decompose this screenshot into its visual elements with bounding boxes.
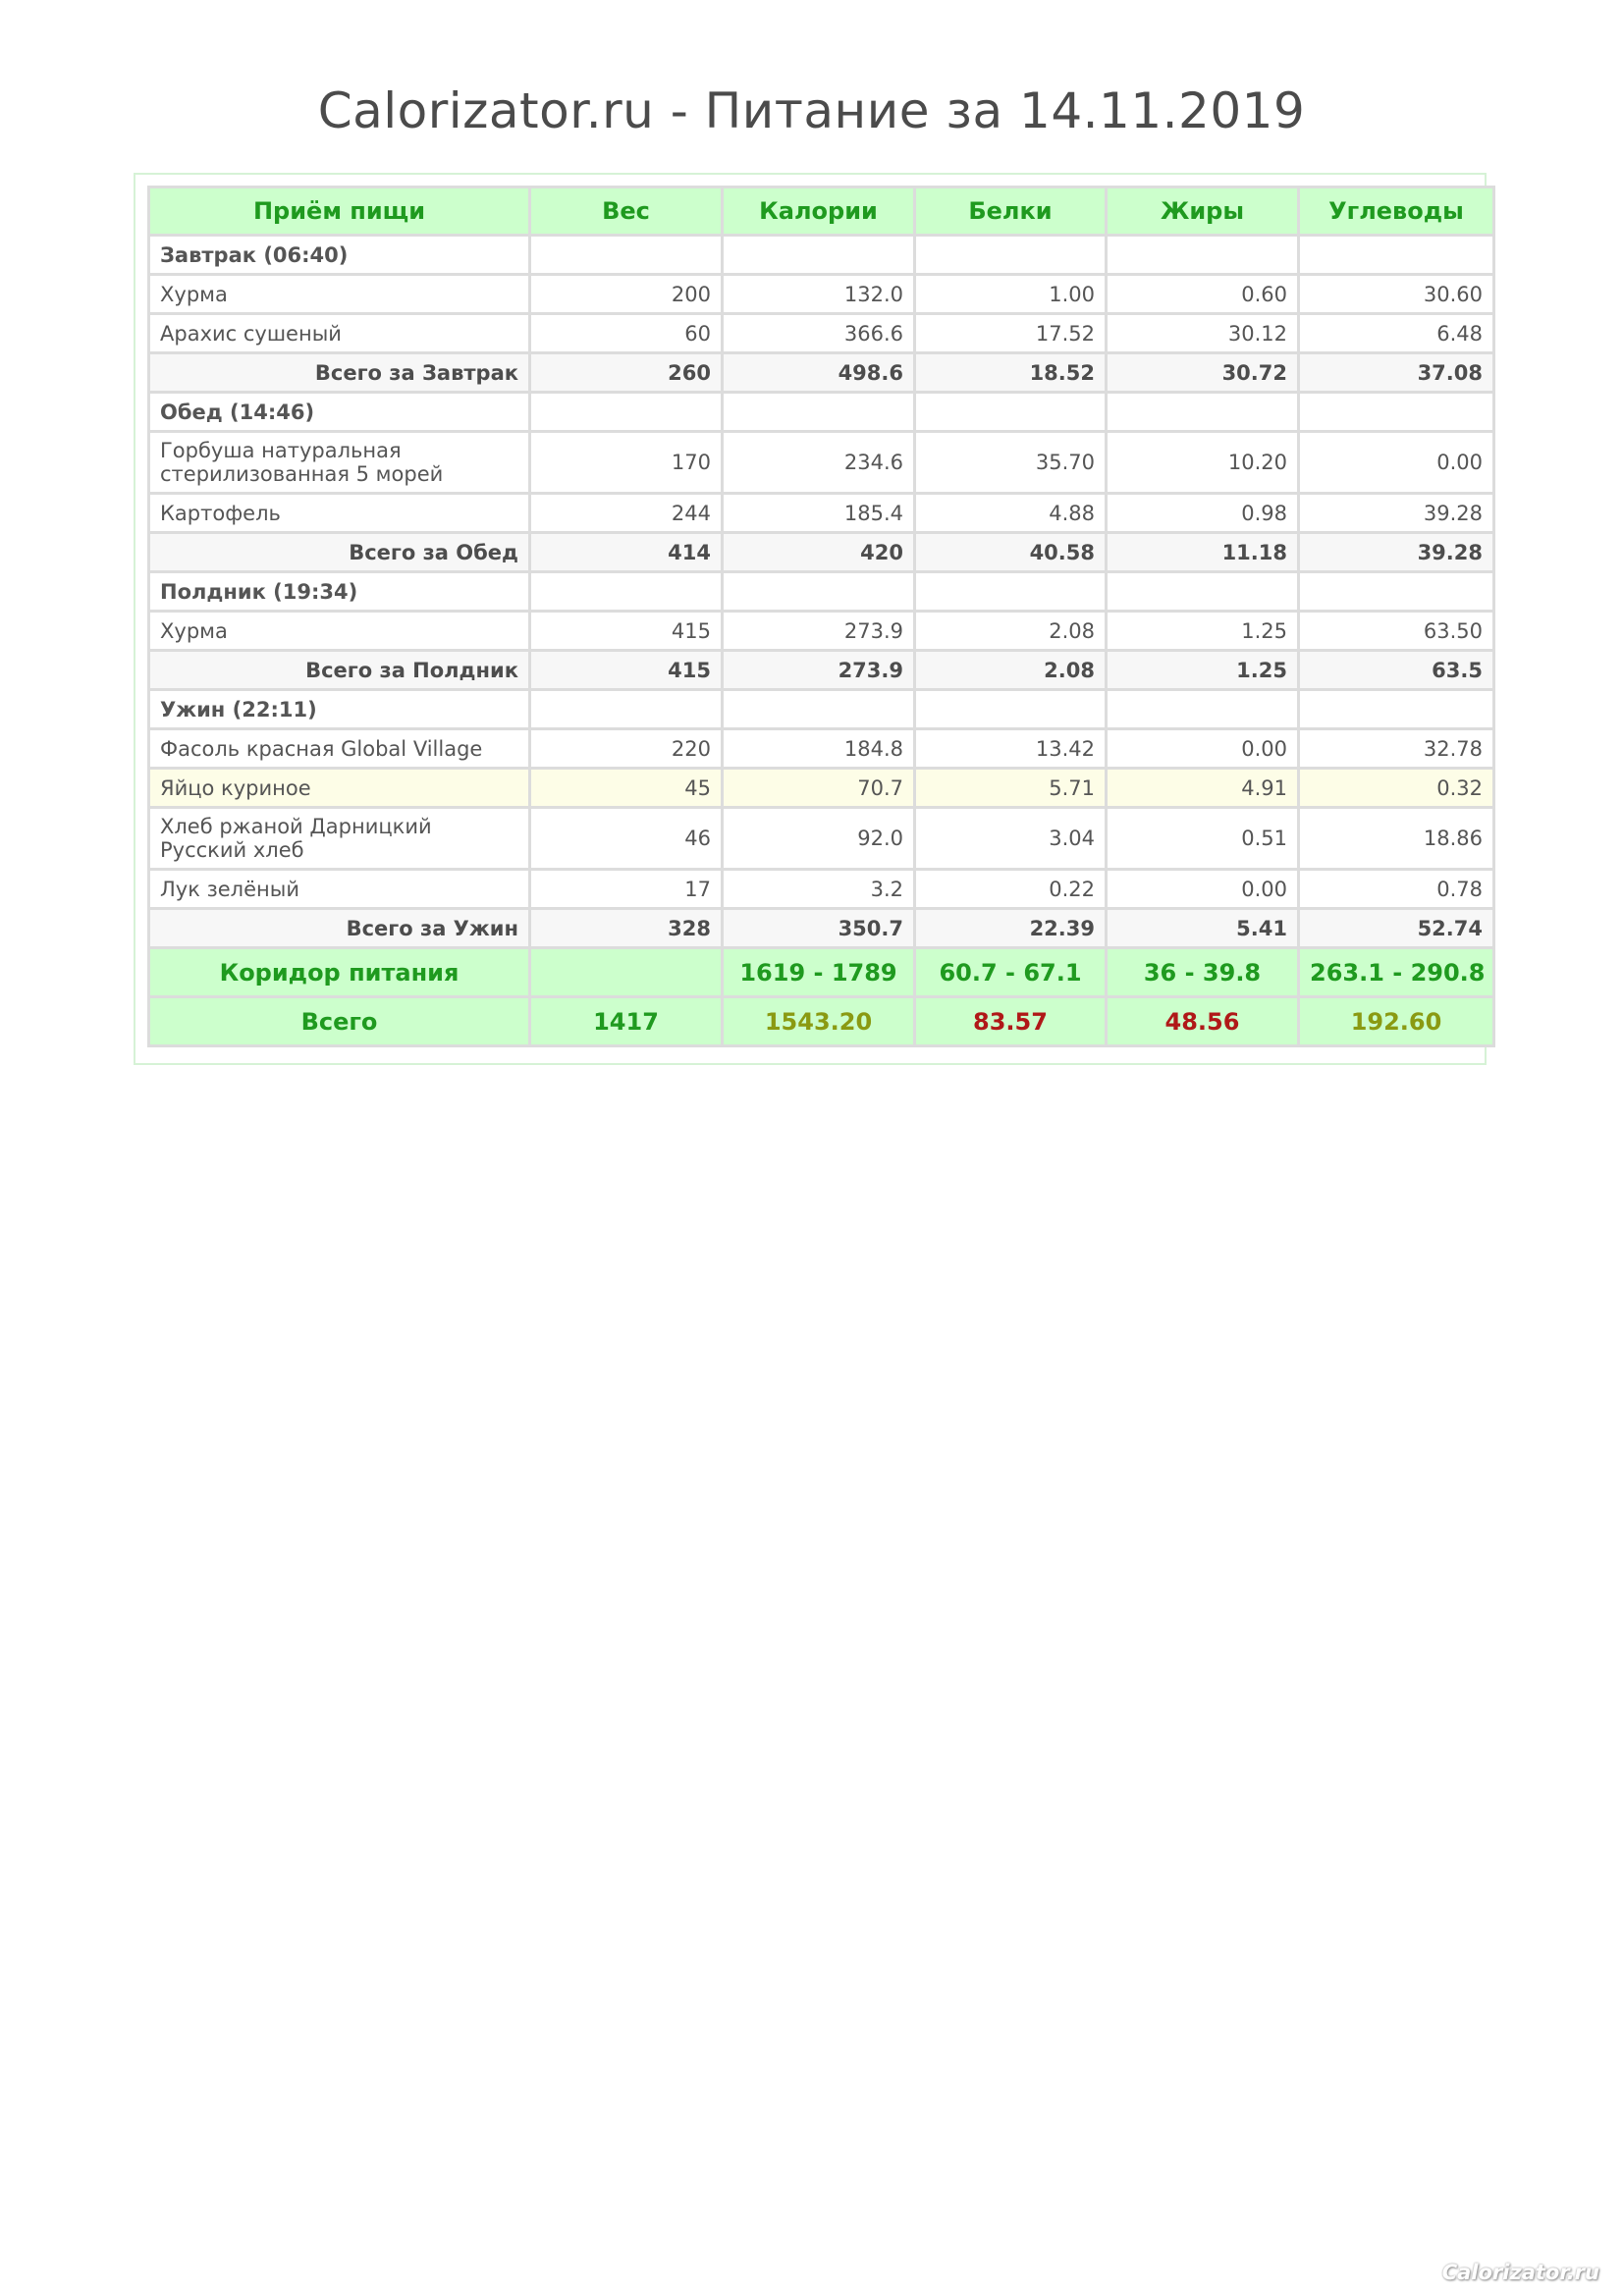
header-fat: Жиры	[1107, 187, 1299, 236]
subtotal-protein: 40.58	[915, 533, 1107, 572]
food-name: Хлеб ржаной Дарницкий Русский хлеб	[149, 808, 530, 870]
food-fat: 30.12	[1107, 314, 1299, 353]
meal-label: Обед (14:46)	[149, 393, 530, 432]
food-calories: 273.9	[723, 612, 915, 651]
food-carbs: 63.50	[1299, 612, 1494, 651]
table-row	[149, 275, 1494, 314]
grand-total-label: Всего	[149, 997, 530, 1046]
food-name: Горбуша натуральная стерилизованная 5 морей	[149, 432, 530, 494]
food-fat: 4.91	[1107, 769, 1299, 808]
subtotal-fat: 11.18	[1107, 533, 1299, 572]
table-row	[149, 432, 1494, 494]
food-weight: 17	[530, 870, 723, 909]
diary-table-frame	[134, 173, 1487, 1065]
food-name: Яйцо куриное	[149, 769, 530, 808]
nutrition-table	[147, 186, 1495, 1047]
food-weight: 244	[530, 494, 723, 533]
food-protein: 1.00	[915, 275, 1107, 314]
subtotal-row-lunch	[149, 533, 1494, 572]
food-carbs: 0.32	[1299, 769, 1494, 808]
subtotal-calories: 498.6	[723, 353, 915, 393]
header-weight: Вес	[530, 187, 723, 236]
food-calories: 234.6	[723, 432, 915, 494]
table-header-row	[149, 187, 1494, 236]
food-carbs: 0.00	[1299, 432, 1494, 494]
food-protein: 2.08	[915, 612, 1107, 651]
grand-total-row	[149, 997, 1494, 1046]
table-row	[149, 612, 1494, 651]
subtotal-weight: 260	[530, 353, 723, 393]
food-weight: 200	[530, 275, 723, 314]
food-weight: 60	[530, 314, 723, 353]
food-carbs: 18.86	[1299, 808, 1494, 870]
subtotal-protein: 18.52	[915, 353, 1107, 393]
food-calories: 184.8	[723, 729, 915, 769]
meal-row-snack	[149, 572, 1494, 612]
food-fat: 1.25	[1107, 612, 1299, 651]
corridor-fat: 36 - 39.8	[1107, 948, 1299, 997]
table-row	[149, 769, 1494, 808]
header-carbs: Углеводы	[1299, 187, 1494, 236]
subtotal-fat: 5.41	[1107, 909, 1299, 948]
table-row	[149, 314, 1494, 353]
food-protein: 35.70	[915, 432, 1107, 494]
subtotal-calories: 273.9	[723, 651, 915, 690]
food-carbs: 30.60	[1299, 275, 1494, 314]
food-fat: 0.60	[1107, 275, 1299, 314]
subtotal-carbs: 37.08	[1299, 353, 1494, 393]
meal-label: Ужин (22:11)	[149, 690, 530, 729]
food-protein: 4.88	[915, 494, 1107, 533]
food-calories: 70.7	[723, 769, 915, 808]
corridor-row	[149, 948, 1494, 997]
meal-row-lunch	[149, 393, 1494, 432]
subtotal-fat: 30.72	[1107, 353, 1299, 393]
table-row	[149, 494, 1494, 533]
subtotal-carbs: 39.28	[1299, 533, 1494, 572]
meal-label: Завтрак (06:40)	[149, 236, 530, 275]
food-carbs: 6.48	[1299, 314, 1494, 353]
subtotal-weight: 415	[530, 651, 723, 690]
food-fat: 0.00	[1107, 870, 1299, 909]
subtotal-carbs: 63.5	[1299, 651, 1494, 690]
grand-total-protein: 83.57	[915, 997, 1107, 1046]
food-calories: 132.0	[723, 275, 915, 314]
header-protein: Белки	[915, 187, 1107, 236]
food-calories: 185.4	[723, 494, 915, 533]
grand-total-carbs: 192.60	[1299, 997, 1494, 1046]
subtotal-label: Всего за Полдник	[149, 651, 530, 690]
subtotal-label: Всего за Обед	[149, 533, 530, 572]
food-name: Хурма	[149, 612, 530, 651]
food-protein: 13.42	[915, 729, 1107, 769]
subtotal-row-snack	[149, 651, 1494, 690]
site-watermark: Calorizator.ru	[1441, 2261, 1599, 2284]
food-weight: 220	[530, 729, 723, 769]
subtotal-label: Всего за Завтрак	[149, 353, 530, 393]
subtotal-calories: 350.7	[723, 909, 915, 948]
subtotal-protein: 22.39	[915, 909, 1107, 948]
header-meal: Приём пищи	[149, 187, 530, 236]
grand-total-weight: 1417	[530, 997, 723, 1046]
header-calories: Калории	[723, 187, 915, 236]
meal-label: Полдник (19:34)	[149, 572, 530, 612]
page-title: Calorizator.ru - Питание за 14.11.2019	[317, 82, 1306, 139]
food-calories: 92.0	[723, 808, 915, 870]
corridor-label: Коридор питания	[149, 948, 530, 997]
corridor-calories: 1619 - 1789	[723, 948, 915, 997]
meal-row-dinner	[149, 690, 1494, 729]
food-calories: 366.6	[723, 314, 915, 353]
corridor-weight	[530, 948, 723, 997]
food-name: Фасоль красная Global Village	[149, 729, 530, 769]
subtotal-calories: 420	[723, 533, 915, 572]
food-name: Картофель	[149, 494, 530, 533]
subtotal-label: Всего за Ужин	[149, 909, 530, 948]
subtotal-protein: 2.08	[915, 651, 1107, 690]
food-weight: 170	[530, 432, 723, 494]
corridor-protein: 60.7 - 67.1	[915, 948, 1107, 997]
food-name: Арахис сушеный	[149, 314, 530, 353]
food-weight: 45	[530, 769, 723, 808]
food-fat: 0.00	[1107, 729, 1299, 769]
food-carbs: 32.78	[1299, 729, 1494, 769]
grand-total-calories: 1543.20	[723, 997, 915, 1046]
table-row	[149, 729, 1494, 769]
food-protein: 3.04	[915, 808, 1107, 870]
food-fat: 10.20	[1107, 432, 1299, 494]
table-row	[149, 870, 1494, 909]
subtotal-carbs: 52.74	[1299, 909, 1494, 948]
food-protein: 17.52	[915, 314, 1107, 353]
food-name: Лук зелёный	[149, 870, 530, 909]
subtotal-weight: 328	[530, 909, 723, 948]
subtotal-row-dinner	[149, 909, 1494, 948]
food-protein: 5.71	[915, 769, 1107, 808]
food-weight: 46	[530, 808, 723, 870]
grand-total-fat: 48.56	[1107, 997, 1299, 1046]
food-fat: 0.51	[1107, 808, 1299, 870]
table-row	[149, 808, 1494, 870]
subtotal-row-breakfast	[149, 353, 1494, 393]
subtotal-weight: 414	[530, 533, 723, 572]
corridor-carbs: 263.1 - 290.8	[1299, 948, 1494, 997]
food-carbs: 0.78	[1299, 870, 1494, 909]
food-protein: 0.22	[915, 870, 1107, 909]
food-name: Хурма	[149, 275, 530, 314]
subtotal-fat: 1.25	[1107, 651, 1299, 690]
food-fat: 0.98	[1107, 494, 1299, 533]
food-calories: 3.2	[723, 870, 915, 909]
meal-row-breakfast	[149, 236, 1494, 275]
food-carbs: 39.28	[1299, 494, 1494, 533]
food-weight: 415	[530, 612, 723, 651]
